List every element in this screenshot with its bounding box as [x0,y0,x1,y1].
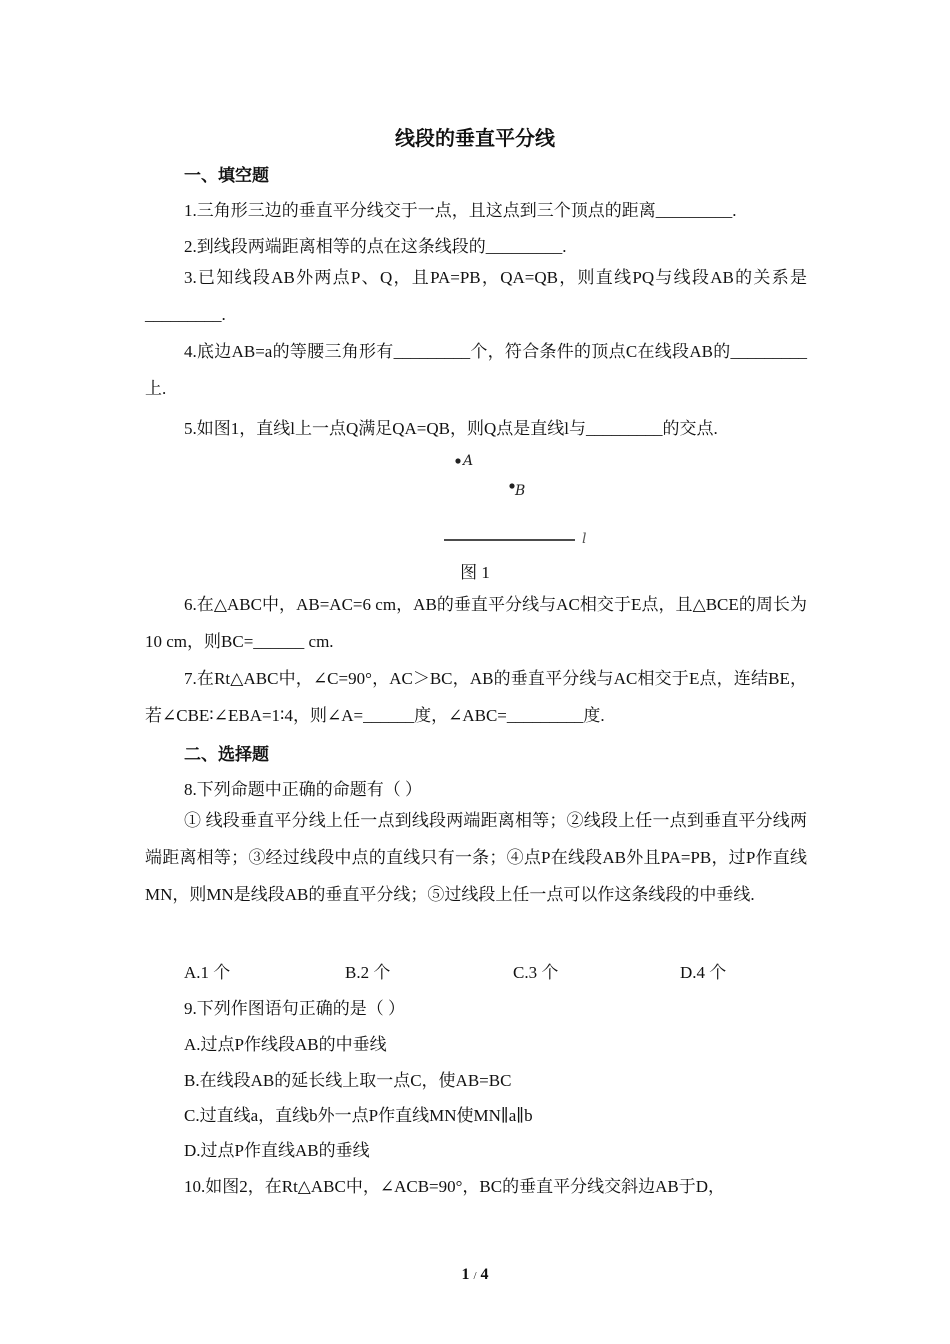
question-9-option-d: D.过点P作直线AB的垂线 [184,1141,370,1160]
question-9-stem: 9.下列作图语句正确的是（ ） [184,999,405,1018]
point-a-label: A [463,453,474,469]
line-l-label: l [582,531,587,547]
page-separator: / [473,1270,477,1282]
page-number [0,1266,950,1284]
question-7: 7.在Rt△ABC中，∠C=90°，AC＞BC，AB的垂直平分线与AC相交于E点，连结BE，若∠CBE∶∠EBA=1∶4，则∠A=______度，∠ABC=_________度. [145,669,807,725]
question-6: 6.在△ABC中，AB=AC=6 cm，AB的垂直平分线与AC相交于E点，且△BCE的周长为10 cm，则BC=______ cm. [145,595,807,651]
point-b-label: B [515,483,526,499]
question-5: 5.如图1，直线l上一点Q满足QA=QB，则Q点是直线l与_________的交点. [184,419,718,438]
question-8-option-a: A.1 个 [184,963,231,982]
figure-1-caption: 图 1 [460,563,490,582]
point-a-dot [455,458,460,463]
question-8-stem: 8.下列命题中正确的命题有（ ） [184,780,422,799]
page-current: 1 [461,1266,470,1283]
section-multiple-choice: 二、选择题 [184,745,269,764]
question-1: 1.三角形三边的垂直平分线交于一点，且这点到三个顶点的距离_________. [184,201,737,220]
question-4: 4.底边AB=a的等腰三角形有_________个，符合条件的顶点C在线段AB的_________上. [145,342,807,398]
question-9-option-c: C.过直线a，直线b外一点P作直线MN使MN∥a∥b [184,1106,533,1125]
question-8-body: ① 线段垂直平分线上任一点到线段两端距离相等；②线段上任一点到垂直平分线两端距离相等；③经过线段中点的直线只有一条；④点P在线段AB外且PA=PB，过P作直线MN，则MN是线段AB的垂直平分线；⑤过线段上任一点可以作这条线段的中垂线. [145,811,807,904]
question-2: 2.到线段两端距离相等的点在这条线段的_________. [184,237,567,256]
page-title: 线段的垂直平分线 [395,128,555,150]
point-b-dot [509,483,514,488]
page-total: 4 [480,1266,489,1283]
question-9-option-b: B.在线段AB的延长线上取一点C，使AB=BC [184,1071,512,1090]
question-8-option-d: D.4 个 [680,963,727,982]
figure-1 [430,450,610,550]
question-8-option-c: C.3 个 [513,963,559,982]
question-9-option-a: A.过点P作线段AB的中垂线 [184,1035,387,1054]
question-8-option-b: B.2 个 [345,963,391,982]
question-10: 10.如图2，在Rt△ABC中，∠ACB=90°，BC的垂直平分线交斜边AB于D， [184,1177,725,1196]
section-fill-in-blank: 一、填空题 [184,166,269,185]
question-3: 3.已知线段AB外两点P、Q，且PA=PB，QA=QB，则直线PQ与线段AB的关系是_________. [145,268,807,324]
